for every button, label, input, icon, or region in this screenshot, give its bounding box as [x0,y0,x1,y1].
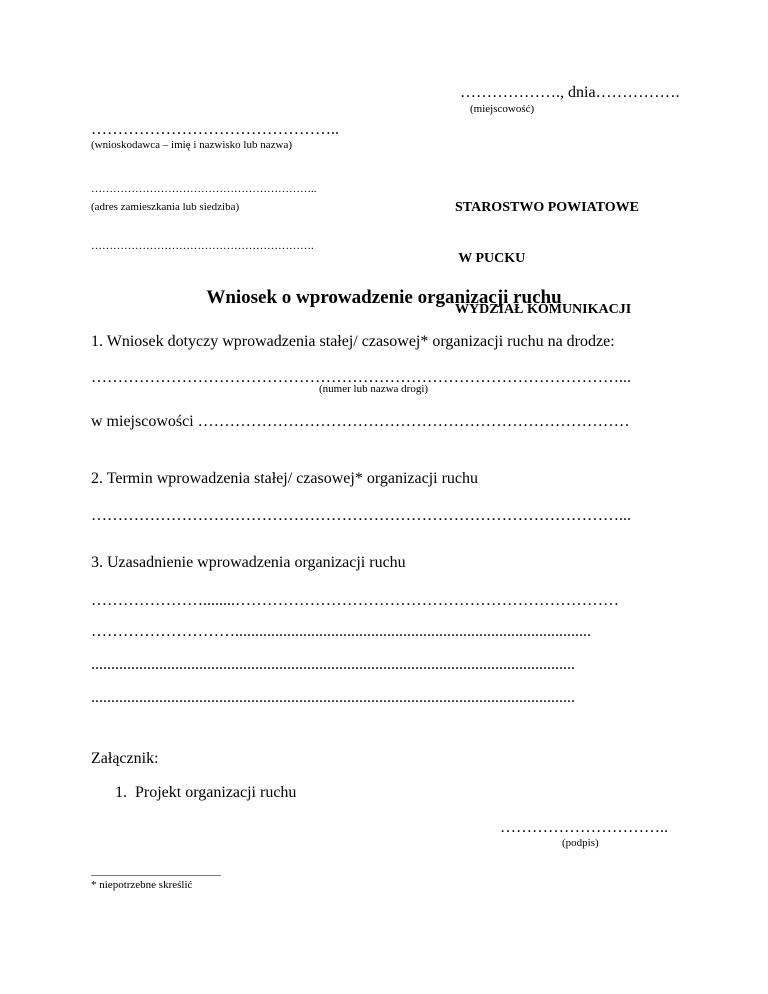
attachment-label: Załącznik: [91,750,159,767]
footnote-divider [91,875,221,876]
attachment-item-1: 1. Projekt organizacji ruchu [115,784,297,801]
address-line-2: ……………………………………………………. [91,240,314,252]
section-1-text: 1. Wniosek dotyczy wprowadzenia stałej/ czasowej* organizacji ruchu na drodze: [91,333,615,350]
addressee-line-1: STAROSTWO POWIATOWE [455,200,639,215]
road-field[interactable]: ………………………………………………………………………………………... [91,369,631,386]
addressee-line-2: W PUCKU [455,251,526,266]
applicant-caption: (wnioskodawca – imię i nazwisko lub nazwa) [91,139,292,151]
justification-field-4[interactable]: ......................................................................................................................... [91,689,575,706]
road-caption: (numer lub nazwa drogi) [319,383,429,395]
addressee-line-3: WYDZIAŁ KOMUNIKACJI [455,302,632,317]
footnote: * niepotrzebne skreślić [91,879,193,891]
section-2-text: 2. Termin wprowadzenia stałej/ czasowej* organizacji ruchu [91,470,479,487]
document-title: Wniosek o wprowadzenie organizacji ruchu [206,287,562,308]
address-line: …………………………………………………….. [91,183,317,195]
applicant-line: ……………………………………….. [91,121,339,138]
justification-field-1[interactable]: …………………........……………………………………………………………… [91,592,619,609]
justification-field-3[interactable]: ......................................................................................................................... [91,656,575,673]
addressee-block [455,165,639,335]
section-3-text: 3. Uzasadnienie wprowadzenia organizacji ruchu [91,554,406,571]
place-caption: (miejscowość) [470,103,535,115]
place-date-line: ………………., dnia……………. [460,84,680,101]
justification-field-2[interactable]: ………………………......................................................................................... [91,623,591,640]
locality-field[interactable]: w miejscowości ……………………………………………………………………… [91,413,630,430]
address-caption: (adres zamieszkania lub siedziba) [91,201,240,213]
signature-line[interactable]: ………………………….. [500,819,668,836]
date-field[interactable]: ………………………………………………………………………………………... [91,507,631,524]
signature-caption: (podpis) [562,837,599,849]
